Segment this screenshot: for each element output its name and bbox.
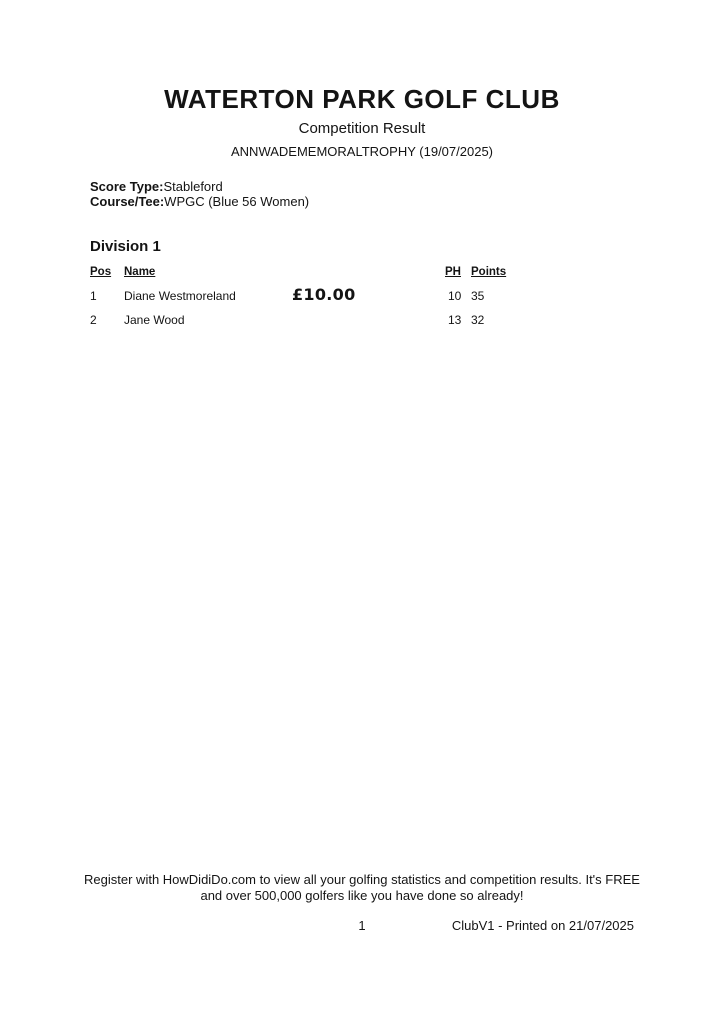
row-prize-amount: £10.00 (292, 285, 356, 304)
printed-info: ClubV1 - Printed on 21/07/2025 (451, 918, 634, 933)
table-row (90, 313, 550, 331)
table-row (90, 285, 550, 307)
course-tee-line (90, 194, 309, 209)
row-player-name: Jane Wood (124, 313, 185, 327)
score-type-line (90, 179, 309, 194)
report-type-subtitle: Competition Result (298, 120, 426, 137)
row-pos: 1 (90, 289, 97, 303)
score-type-label: Score Type: (90, 179, 164, 194)
row-ph: 10 (448, 289, 462, 303)
score-type-value: Stableford (163, 179, 223, 194)
division-heading: Division 1 (90, 238, 161, 255)
column-header-points: Points (471, 266, 507, 278)
row-player-name: Diane Westmoreland (124, 289, 236, 303)
row-pos: 2 (90, 313, 97, 327)
column-header-ph: PH (445, 266, 461, 278)
column-header-pos: Pos (90, 266, 112, 278)
club-name-title: WATERTON PARK GOLF CLUB (164, 84, 560, 114)
promo-line-1: Register with HowDidiDo.com to view all your golfing statistics and competition results. It's FREE (84, 872, 640, 887)
row-points: 35 (471, 289, 485, 303)
column-header-name: Name (124, 266, 156, 278)
row-points: 32 (471, 313, 485, 327)
howdidido-promo-text (0, 872, 724, 904)
competition-meta (90, 179, 309, 209)
promo-line-2: and over 500,000 golfers like you have done so already! (200, 888, 524, 903)
row-ph: 13 (448, 313, 462, 327)
course-tee-label: Course/Tee: (90, 194, 165, 209)
table-header-row (90, 266, 550, 284)
competition-title: ANNWADEMEMORALTROPHY (19/07/2025) (231, 144, 493, 159)
page-number: 1 (358, 918, 366, 933)
course-tee-value: WPGC (Blue 56 Women) (164, 194, 310, 209)
